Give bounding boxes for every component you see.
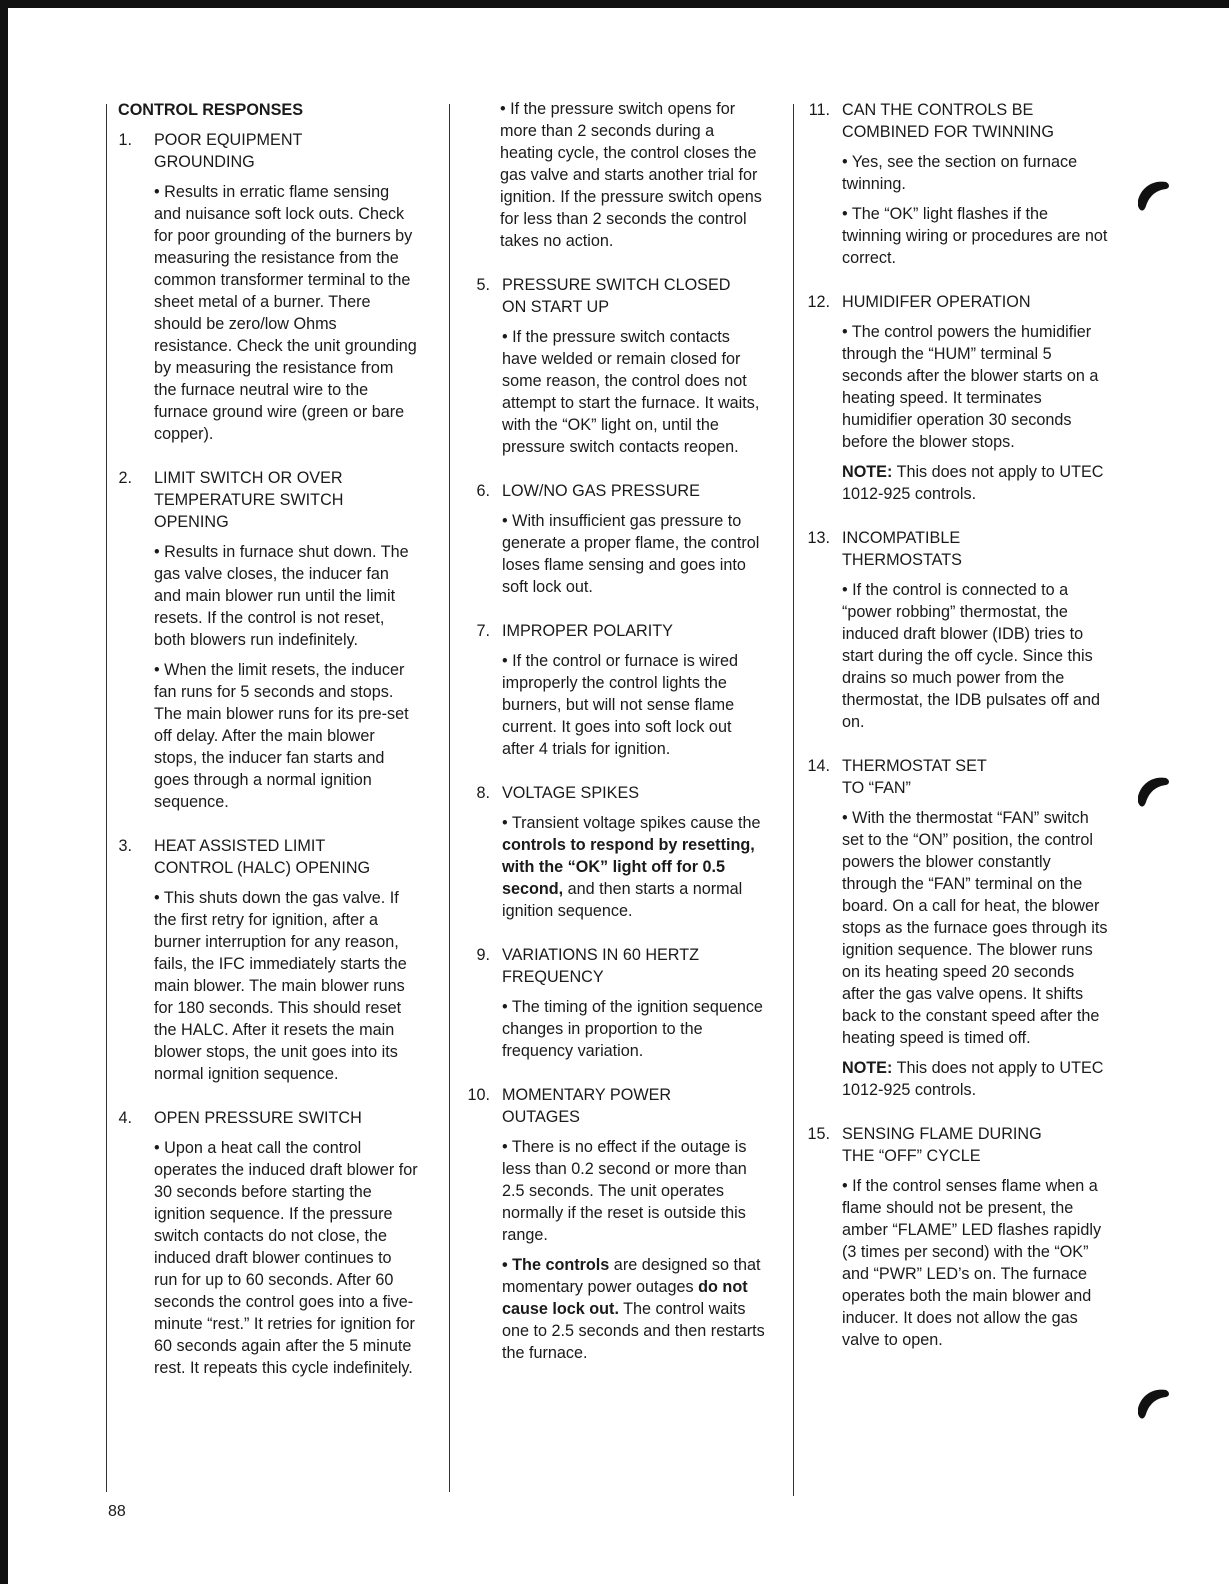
item-heading bbox=[502, 274, 766, 318]
item-heading bbox=[842, 99, 1108, 143]
item-number: 11. bbox=[808, 101, 830, 119]
heading-line: PRESSURE SWITCH CLOSED bbox=[502, 276, 731, 294]
column-divider-middle bbox=[449, 104, 450, 1492]
item-paragraph: • Results in furnace shut down. The gas valve closes, the inducer fan and main blower run until the limit resets. If the control is not reset, both blowers run indefinitely. bbox=[154, 543, 409, 649]
item-3 bbox=[118, 835, 418, 1085]
punch-hole-mark-middle bbox=[1136, 772, 1172, 812]
item-number: 3. bbox=[118, 837, 132, 855]
item-number: 9. bbox=[476, 946, 490, 964]
scan-border-left bbox=[0, 0, 8, 1584]
item-paragraph: • With insufficient gas pressure to generate a proper flame, the control loses flame sensing and goes into soft lock out. bbox=[502, 512, 760, 596]
punch-hole-mark-bottom bbox=[1136, 1384, 1172, 1424]
item-paragraph: • If the control senses flame when a flame should not be present, the amber “FLAME” LED flashes rapidly (3 times per second) with the “OK” and “PWR” LED’s on. The furnace operates both the main blower and inducer. It does not allow the gas valve to open. bbox=[842, 1177, 1102, 1349]
item-heading bbox=[502, 944, 766, 988]
item-paragraph bbox=[502, 812, 766, 922]
heading-line: SENSING FLAME DURING bbox=[842, 1125, 1042, 1143]
item-paragraph: • When the limit resets, the inducer fan runs for 5 seconds and stops. The main blower runs for its pre-set off delay. After the main blower stops, the inducer fan starts and goes through a normal ignition sequence. bbox=[154, 661, 409, 811]
heading-line: TO “FAN” bbox=[842, 779, 911, 797]
column-1 bbox=[118, 99, 418, 1401]
note bbox=[842, 1057, 1108, 1101]
item-paragraph: • If the control or furnace is wired improperly the control lights the burners, but will not sense flame current. It goes into soft lock out after 4 trials for ignition. bbox=[502, 652, 738, 758]
item-paragraph: • Yes, see the section on furnace twinning. bbox=[842, 153, 1078, 193]
item-10 bbox=[466, 1084, 766, 1364]
heading-line: FREQUENCY bbox=[502, 968, 604, 986]
item-paragraph bbox=[502, 1254, 766, 1364]
item-paragraph: • Results in erratic flame sensing and nuisance soft lock outs. Check for poor grounding of the burners by measuring the resistance from the common transformer terminal to the sheet metal of a burner. There should be zero/low Ohms resistance. Check the unit grounding by measuring the resistance from the furnace neutral wire to the furnace ground wire (green or bare copper). bbox=[154, 183, 417, 443]
text-run: The control waits one to 2.5 seconds and then restarts the furnace. bbox=[502, 1300, 765, 1362]
heading-line: CAN THE CONTROLS BE bbox=[842, 101, 1034, 119]
item-heading bbox=[842, 1123, 1108, 1167]
item-13 bbox=[806, 527, 1108, 733]
note-label: NOTE: bbox=[842, 1059, 893, 1077]
item-heading bbox=[842, 527, 1108, 571]
section-title: CONTROL RESPONSES bbox=[118, 101, 303, 119]
heading-line: OUTAGES bbox=[502, 1108, 580, 1126]
item-heading bbox=[154, 835, 418, 879]
heading-line: VOLTAGE SPIKES bbox=[502, 784, 640, 802]
column-divider-left bbox=[106, 104, 107, 1492]
item-2 bbox=[118, 467, 418, 813]
item-heading bbox=[154, 1107, 418, 1129]
item-4 bbox=[118, 1107, 418, 1379]
item-number: 15. bbox=[807, 1125, 830, 1143]
item-heading bbox=[502, 620, 766, 642]
heading-line: INCOMPATIBLE bbox=[842, 529, 961, 547]
text-run: • Transient voltage spikes cause the bbox=[502, 814, 761, 832]
heading-line: TEMPERATURE SWITCH bbox=[154, 491, 344, 509]
bold-text-run: do not cause lock out. bbox=[502, 1278, 748, 1318]
item-number: 10. bbox=[467, 1086, 490, 1104]
heading-line: CONTROL (HALC) OPENING bbox=[154, 859, 371, 877]
heading-line: ON START UP bbox=[502, 298, 610, 316]
punch-hole-mark-top bbox=[1136, 176, 1172, 216]
heading-line: LIMIT SWITCH OR OVER bbox=[154, 469, 343, 487]
item-paragraph: • If the pressure switch opens for more than 2 seconds during a heating cycle, the control closes the gas valve and starts another trial for ignition. If the pressure switch opens for less than 2 seconds the control takes no action. bbox=[500, 100, 762, 250]
heading-line: VARIATIONS IN 60 HERTZ bbox=[502, 946, 699, 964]
item-paragraph: • If the control is connected to a “power robbing” thermostat, the induced draft blower (IDB) tries to start during the off cycle. Since this drains so much power from the thermostat, the IDB pulsates off and on. bbox=[842, 581, 1100, 731]
text-run: and then starts a normal ignition sequence. bbox=[502, 880, 743, 920]
item-number: 6. bbox=[476, 482, 490, 500]
item-1 bbox=[118, 129, 418, 445]
item-number: 8. bbox=[476, 784, 490, 802]
heading-line: HEAT ASSISTED LIMIT bbox=[154, 837, 326, 855]
item-6 bbox=[466, 480, 766, 598]
item-number: 4. bbox=[118, 1109, 132, 1127]
heading-line: GROUNDING bbox=[154, 153, 255, 171]
column-divider-right bbox=[793, 104, 794, 1496]
item-heading bbox=[502, 480, 766, 502]
text-run: are designed so that momentary power outages bbox=[502, 1256, 761, 1296]
item-number: 1. bbox=[118, 131, 132, 149]
item-4-continued bbox=[466, 98, 766, 252]
item-paragraph: • This shuts down the gas valve. If the first retry for ignition, after a burner interruption for any reason, fails, the IFC immediately starts the main blower. The main blower runs for 180 seconds. This should reset the HALC. After it resets the main blower stops, the unit goes into its normal ignition sequence. bbox=[154, 889, 407, 1083]
item-11 bbox=[806, 99, 1108, 269]
heading-line: IMPROPER POLARITY bbox=[502, 622, 673, 640]
item-heading bbox=[842, 755, 1108, 799]
heading-line: OPEN PRESSURE SWITCH bbox=[154, 1109, 362, 1127]
heading-line: THERMOSTATS bbox=[842, 551, 962, 569]
heading-line: POOR EQUIPMENT bbox=[154, 131, 303, 149]
item-number: 14. bbox=[807, 757, 830, 775]
item-paragraph: • With the thermostat “FAN” switch set to the “ON” position, the control powers the blower constantly through the “FAN” terminal on the board. On a call for heat, the blower stops as the furnace goes through its ignition sequence. The blower runs on its heating speed 20 seconds after the gas valve opens. It shifts back to the constant speed after the heating speed is timed off. bbox=[842, 809, 1108, 1047]
item-paragraph: • There is no effect if the outage is less than 0.2 second or more than 2.5 seconds. The unit operates normally if the reset is outside this range. bbox=[502, 1138, 747, 1244]
item-9 bbox=[466, 944, 766, 1062]
item-number: 2. bbox=[118, 469, 132, 487]
column-3 bbox=[806, 99, 1108, 1373]
item-paragraph: • The control powers the humidifier through the “HUM” terminal 5 seconds after the blower starts on a heating speed. It terminates humidifier operation 30 seconds before the blower stops. bbox=[842, 323, 1099, 451]
item-number: 5. bbox=[476, 276, 490, 294]
item-paragraph: • The “OK” light flashes if the twinning wiring or procedures are not correct. bbox=[842, 205, 1108, 267]
page-number: 88 bbox=[108, 1503, 126, 1520]
item-paragraph: • The timing of the ignition sequence changes in proportion to the frequency variation. bbox=[502, 998, 763, 1060]
item-5 bbox=[466, 274, 766, 458]
heading-line: COMBINED FOR TWINNING bbox=[842, 123, 1054, 141]
note-text: This does not apply to UTEC 1012-925 controls. bbox=[842, 463, 1104, 503]
item-15 bbox=[806, 1123, 1108, 1351]
item-number: 7. bbox=[476, 622, 490, 640]
item-7 bbox=[466, 620, 766, 760]
item-paragraph: • If the pressure switch contacts have welded or remain closed for some reason, the control does not attempt to start the furnace. It waits, with the “OK” light on, until the pressure switch contacts reopen. bbox=[502, 328, 760, 456]
note-text: This does not apply to UTEC 1012-925 controls. bbox=[842, 1059, 1104, 1099]
bold-text-run: controls to respond by resetting, with the “OK” light off for 0.5 second, bbox=[502, 836, 755, 898]
item-number: 13. bbox=[807, 529, 830, 547]
item-heading bbox=[842, 291, 1108, 313]
item-14 bbox=[806, 755, 1108, 1101]
item-heading bbox=[154, 129, 418, 173]
scan-border-top bbox=[0, 0, 1229, 8]
column-2 bbox=[466, 99, 766, 1386]
heading-line: MOMENTARY POWER bbox=[502, 1086, 672, 1104]
heading-line: HUMIDIFER OPERATION bbox=[842, 293, 1031, 311]
bold-text-run: • The controls bbox=[502, 1256, 610, 1274]
note-label: NOTE: bbox=[842, 463, 893, 481]
item-heading bbox=[154, 467, 418, 533]
item-heading bbox=[502, 782, 766, 804]
item-paragraph: • Upon a heat call the control operates the induced draft blower for 30 seconds before starting the ignition sequence. If the pressure switch contacts do not close, the induced draft blower continues to run for up to 60 seconds. After 60 seconds the control goes into a five-minute “rest.” It retries for ignition for 60 seconds again after the 5 minute rest. It repeats this cycle indefinitely. bbox=[154, 1139, 418, 1377]
heading-line: OPENING bbox=[154, 513, 229, 531]
item-8 bbox=[466, 782, 766, 922]
item-12 bbox=[806, 291, 1108, 505]
heading-line: LOW/NO GAS PRESSURE bbox=[502, 482, 700, 500]
heading-line: THERMOSTAT SET bbox=[842, 757, 987, 775]
heading-line: THE “OFF” CYCLE bbox=[842, 1147, 981, 1165]
item-heading bbox=[502, 1084, 766, 1128]
item-number: 12. bbox=[807, 293, 830, 311]
note bbox=[842, 461, 1108, 505]
